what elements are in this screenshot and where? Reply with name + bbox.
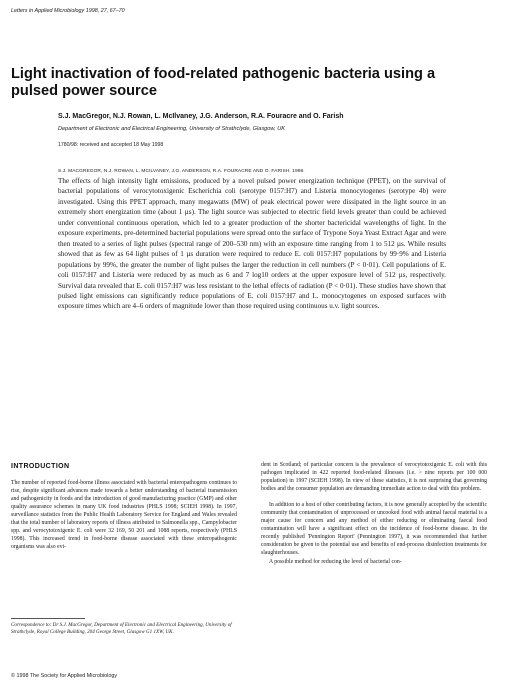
abstract: [58, 168, 446, 312]
body-column-left: [11, 462, 237, 551]
intro-paragraph-continued: dent in Scotland; of particular concern is the prevalence of verocytotoxigenic E. coli with this pathogen implicated in 422 reported food-related illnesses (i.e. > nine reports per 100 000 population) in 1997 (SCIEH 1998). In view of these statistics, it is not surprising that governing bodies and the consumer population are demanding immediate action to deal with this problem.: [261, 462, 487, 493]
affiliation: Department of Electronic and Electrical Engineering, University of Strathclyde, Glasgow, UK: [58, 126, 285, 132]
correspondence-note: Correspondence to: Dr S.J. MacGregor, Department of Electronic and Electrical Engineering, University of Strathclyde, Royal College Building, 204 George Street, Glasgow G1 1XW, UK.: [11, 622, 232, 635]
section-heading-introduction: INTRODUCTION: [11, 463, 70, 470]
footnote-rule: [11, 618, 85, 619]
author-list: S.J. MacGregor, N.J. Rowan, L. McIlvaney, J.G. Anderson, R.A. Fouracre and O. Farish: [58, 113, 344, 120]
intro-paragraph-2: In addition to a host of other contributing factors, it is now generally accepted by the scientific community that contamination of unprocessed or uncooked food with animal faecal material is a major cause for concern and any method of either reducing or eliminating faecal food contamination will have a significant effect on the incidence of food-borne disease. In the recently published 'Pennington Report' (Pennington 1997), it was recommended that further consideration be given to the potential use and benefits of end-process disinfection treatments for slaughterhouses.: [261, 502, 487, 557]
intro-paragraph-3: A possible method for reducing the level of bacterial con-: [269, 558, 402, 565]
copyright-footer: © 1998 The Society for Applied Microbiology: [11, 673, 118, 679]
received-date: 1780/98: received and accepted 18 May 1998: [58, 142, 164, 148]
body-column-right: [261, 461, 487, 566]
intro-paragraph: The number of reported food-borne illness associated with bacterial enteropathogens continues to rise, despite significant advances made towards a better understanding of bacterial transmission and pathogenicity in foods and the introduction of good manufacturing practice (GMP) and other quality assurance schemes in many UK food industries (PHLS 1998; SCIEH 1998). In 1997, surveillance statistics from the Public Health Laboratory Service for England and Wales revealed that the total number of laboratory reports of illness attributed to Salmonella spp., Campylobacter spp. and verocytotoxigenic E. coli were 32 169, 50 201 and 1088 reports, respectively (PHLS 1998). This increased trend in food-borne disease associated with these enteropathogenic organisms was also evi-: [11, 480, 237, 551]
running-header: Letters in Applied Microbiology 1998, 27, 67–70: [11, 8, 125, 14]
abstract-citation: S.J. MACGREGOR, N.J. ROWAN, L. MCILVANEY, J.G. ANDERSON, R.A. FOURACRE AND O. FARISH. 1998.: [58, 169, 305, 174]
article-title: Light inactivation of food-related pathogenic bacteria using a pulsed power source: [11, 66, 436, 99]
abstract-text: The effects of high intensity light emissions, produced by a novel pulsed power energization technique (PPET), on the survival of bacterial populations of verocytotoxigenic Escherichia coli (serotype 0157:H7) and Listeria monocytogenes (serotype 4b) were investigated. Using this PPET approach, many megawatts (MW) of peak electrical power were dissipated in the light source in an extremely short energization time (about 1 µs). The light source was subjected to electric field levels greater than could be achieved under conventional continuous operation, which led to a greater production of the shorter bactericidal wavelengths of light. In the exposure experiments, pre-determined bacterial populations were spread onto the surface of Trypone Soya Yeast Extract Agar and were then treated to a series of light pulses (spectral range of 200–530 nm) with an exposure time ranging from 1 to 512 µs. While results showed that as few as 64 light pulses of 1 µs duration were required to reduce E. coli 0157:H7 populations by 99·9% and Listeria populations by 99%, the greater the number of light pulses the larger the reduction in cell numbers (P < 0·01). Cell populations of E. coli 0157:H7 and Listeria were reduced by as much as 6 and 7 log10 orders at the upper exposure level of 512 µs, respectively. Survival data revealed that E. coli 0157:H7 was less resistant to the lethal effects of radiation (P < 0·01). These studies have shown that pulsed light emissions can significantly reduce populations of E. coli 0157:H7 and L. monocytogenes on exposed surfaces with exposure times which are 4–6 orders of magnitude lower than those required using continuous u.v. light sources.: [58, 177, 446, 311]
